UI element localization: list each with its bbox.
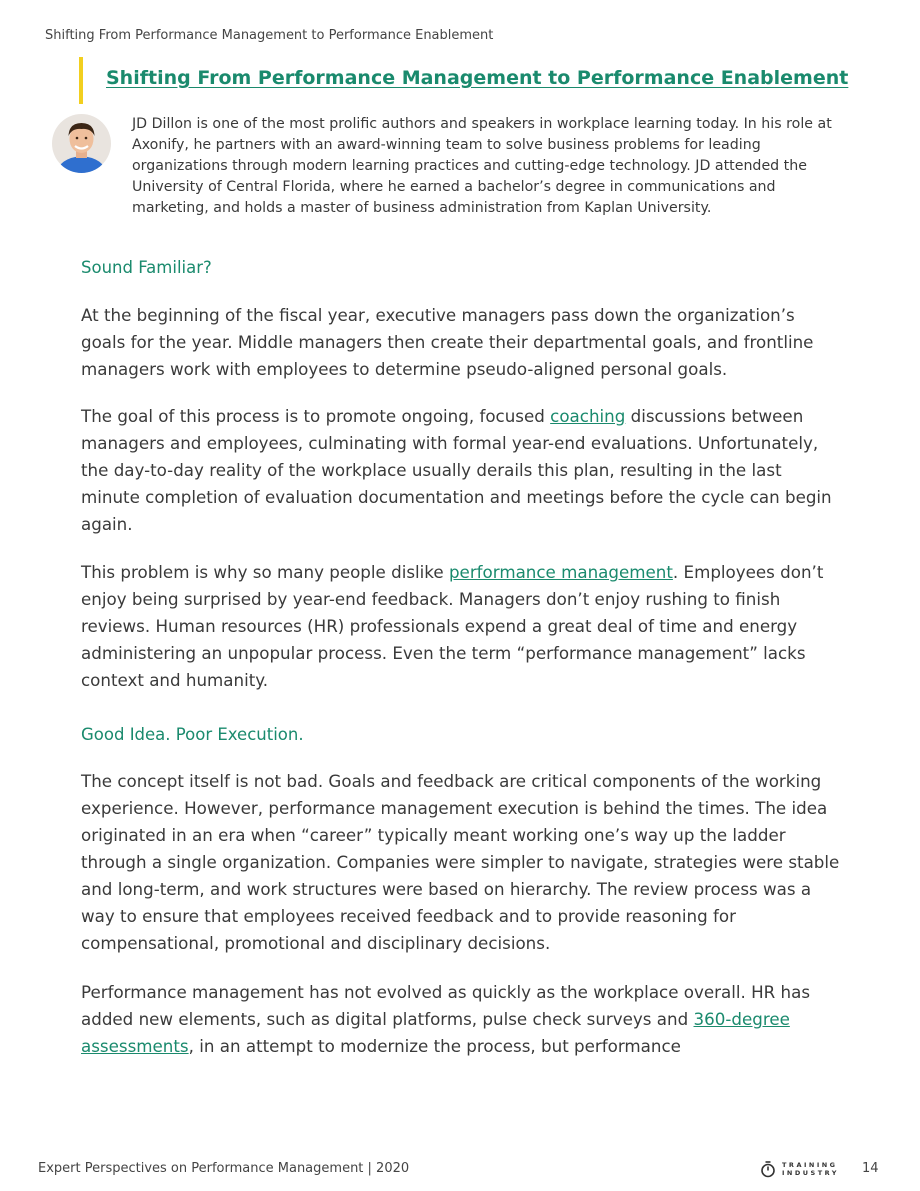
- text-run: The goal of this process is to promote ongoing, focused: [81, 406, 551, 426]
- article-title: Shifting From Performance Management to Performance Enablement: [106, 67, 849, 89]
- text-run: Performance management has not evolved as quickly as the workplace overall. HR has added new elements, such as digital platforms, pulse check surveys and: [81, 982, 811, 1029]
- text-run: , in an attempt to modernize the process, but performance: [188, 1036, 681, 1056]
- 360-degree-assessments-link[interactable]: 360-degree assessments: [81, 1009, 790, 1056]
- author-portrait-icon: [52, 114, 111, 173]
- text-run: This problem is why so many people dislike: [81, 562, 449, 582]
- logo-text-industry: INDUSTRY: [782, 1169, 840, 1177]
- page-number: 14: [862, 1161, 879, 1176]
- coaching-link[interactable]: coaching: [550, 406, 626, 426]
- footer-publication: Expert Perspectives on Performance Management | 2020: [38, 1161, 410, 1176]
- text-run: discussions between managers and employees, culminating with formal year-end evaluations. Unfortunately, the day-to-day reality of the workplace usually derails this plan, resulting in the last minute completion of evaluation documentation and meetings before the cycle can begin again.: [81, 406, 832, 534]
- training-industry-logo: [760, 1159, 850, 1179]
- running-header: Shifting From Performance Management to Performance Enablement: [45, 28, 494, 43]
- section-heading-good-idea: Good Idea. Poor Execution.: [81, 725, 304, 744]
- title-accent-bar: [79, 57, 83, 104]
- text-run: . Employees don’t enjoy being surprised by year-end feedback. Managers don’t enjoy rushing to finish reviews. Human resources (HR) professionals expend a great deal of time and energy administering an unpopular process. Even the term “performance management” lacks context and humanity.: [81, 562, 824, 690]
- paragraph-evolution: [81, 979, 841, 1060]
- paragraph-fiscal-goals: At the beginning of the fiscal year, executive managers pass down the organization’s goals for the year. Middle managers then create their departmental goals, and frontline managers work with employees to determine pseudo-aligned personal goals.: [81, 305, 814, 379]
- stopwatch-icon: [760, 1160, 776, 1178]
- performance-management-link[interactable]: performance management: [448, 562, 673, 582]
- paragraph-concept: The concept itself is not bad. Goals and feedback are critical components of the working experience. However, performance management execution is behind the times. The idea originated in an era when “career” typically meant working one’s way up the ladder through a single organization. Companies were simpler to navigate, strategies were stable and long-term, and work structures were based on hierarchy. The review process was a way to ensure that employees received feedback and to provide reasoning for compensational, promotional and disciplinary decisions.: [81, 771, 840, 953]
- author-bio: JD Dillon is one of the most prolific authors and speakers in workplace learning today. In his role at Axonify, he partners with an award-winning team to solve business problems for leading organizations through modern learning practices and cutting-edge technology. JD attended the University of Central Florida, where he earned a bachelor’s degree in communications and marketing, and holds a master of business administration from Kaplan University.: [132, 116, 832, 216]
- paragraph-dislike: [81, 559, 841, 694]
- author-photo: [52, 114, 111, 173]
- paragraph-coaching: [81, 403, 841, 538]
- logo-text-training: TRAINING: [782, 1161, 838, 1169]
- section-heading-sound-familiar: Sound Familiar?: [81, 258, 212, 277]
